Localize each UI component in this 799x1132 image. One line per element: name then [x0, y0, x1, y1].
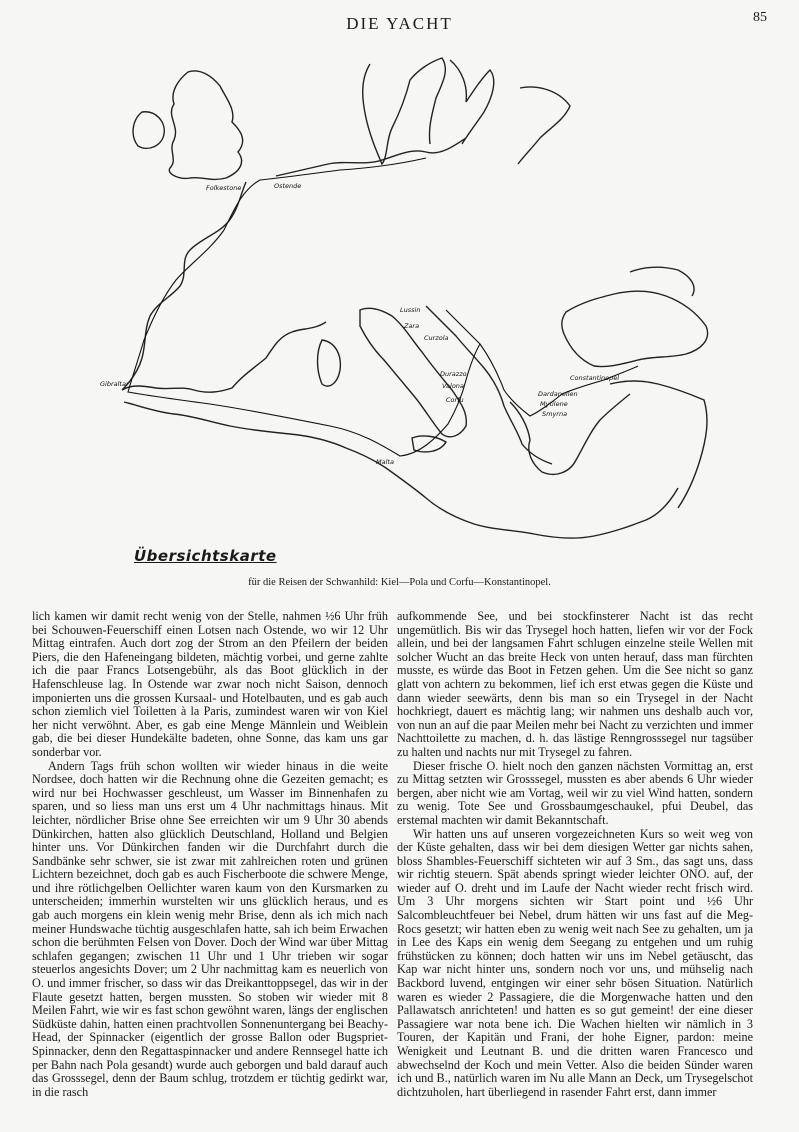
map-label-mytilene: Mytilene — [540, 400, 568, 408]
article-paragraph: Dieser frische O. hielt noch den ganzen nächsten Vormittag an, erst zu Mittag setzten wir Grosssegel, mussten es aber abends 6 Uhr wieder bergen, aber nicht wie am Vortag, weil wir zu viel Wind hatten, sondern zu wenig. Tote See und Grossbaumgeschaukel, pfui Deubel, das erstemal machten wir damit Bekanntschaft. — [397, 758, 753, 827]
map-label-folkestone: Folkestone — [206, 184, 242, 192]
article-paragraph: lich kamen wir damit recht wenig von der Stelle, nahmen ½6 Uhr früh bei Schouwen-Feuerschiff einen Lotsen nach Ostende, wo wir 12 Uhr Mittag eintrafen. Auch dort zog der Strom an den Pfeilern der beiden Piers, die den Hafeneingang bildeten, mächtig vorbei, und gerne zahlte ich die paar Francs Lotsengebühr, als das Boot glücklich in der Hafenschleuse lag. In Ostende war zwar noch nicht Saison, dennoch imponierten uns die grossen Kursaal- und Hotelbauten, und es gab auch schon ziemlich viel Toiletten à la Paris, zumindest waren wir von Kiel her nicht verwöhnt. Aber, es gab eine Menge Männlein und Weiblein gab, die bei dieser Hundekälte badeten, ohne Sonne, das kam uns gar sonderbar vor. — [32, 609, 388, 759]
map-britain — [169, 71, 242, 179]
map-label-ostende: Ostende — [274, 182, 302, 190]
map-label-smyrna: Smyrna — [542, 410, 568, 418]
article-right-column — [397, 610, 753, 1099]
map-sardinia — [318, 340, 341, 386]
map-sicily — [412, 436, 446, 452]
map-atlantic-coast — [122, 182, 246, 390]
map-label-lussin: Lussin — [400, 306, 421, 314]
map-north-africa — [124, 402, 678, 538]
map-baltic-coast — [276, 138, 466, 176]
map-label-malta: Malta — [376, 458, 394, 466]
map-caption: für die Reisen der Schwanhild: Kiel—Pola und Corfu—Konstantinopel. — [248, 577, 551, 588]
map-scandinavia — [363, 58, 494, 164]
running-header-title: DIE YACHT — [346, 14, 453, 33]
map-label-dardanellen: Dardanellen — [538, 390, 578, 398]
map-iberia — [122, 322, 326, 392]
map-black-sea — [562, 291, 708, 366]
map-label-valona: Valona — [442, 382, 464, 390]
map-russia-coast — [518, 87, 570, 164]
map-label-zara: Zara — [404, 322, 420, 330]
page-number: 85 — [753, 10, 767, 25]
article-paragraph: Andern Tags früh schon wollten wir wieder hinaus in die weite Nordsee, doch hatten wir die Rechnung ohne die Gezeiten gemacht; es wird nur bei Hochwasser geschleust, um Wasser im Binnenhafen zu sparen, und so liess man uns erst um 4 Uhr nachmittags hinaus. Mit leichter, nördlicher Brise ohne See erreichten wir um 9 Uhr 30 abends Dünkirchen, hatten also glücklich Deutschland, Holland und Belgien hinter uns. Vor Dünkirchen fanden wir die Durchfahrt durch die Sandbänke sehr schwer, sie ist zwar mit zahlreichen roten und grünen Lichtern bezeichnet, doch gab es auch Fischerboote die schwere Menge, und ihre rötlichgelben Oellichter waren kaum von den Kursmarken zu unterscheiden; immerhin wurstelten wir uns glücklich heraus, und es gab auch morgens ein klein wenig mehr Brise, denn als ich mich nach meiner Hundswache tüchtig ausgeschlafen hatte, sah ich beim Erwachen schon die berühmten Felsen von Dover. Doch der Wind war über Mittag schlafen gegangen; zwischen 11 Uhr und 1 Uhr trieben wir sogar steuerlos angesichts Dover; um 2 Uhr nachmittag kam es neuerlich von O. und immer frischer, so dass wir das Dreikanttoppsegel, das wir in der Flaute gesetzt hatten, bergen mussten. So stoben wir wieder mit 8 Meilen Fahrt, wie wir es fast schon gewöhnt waren, längs der englischen Südküste dahin, hatten einen prachtvollen Sonnenuntergang bei Beachy-Head, der Spinnacker (eigentlich der grosse Ballon oder Bugspriet-Spinnacker, denn den Regattaspinnacker und andere Rennsegel hatte ich per Bahn nach Pola gesandt) wurde auch geborgen und bald darauf auch das Grosssegel, denn der Baum schlug, trotzdem er tüchtig gedirkt war, in die rasch — [32, 758, 388, 1099]
map-label-constantinopel: Constantinopel — [570, 374, 620, 382]
map-ireland — [133, 112, 164, 149]
map-title: Übersichtskarte — [134, 547, 277, 565]
map-label-gibraltar: Gibraltar — [100, 380, 129, 388]
map-greece — [510, 394, 630, 474]
map-asia-minor — [610, 381, 707, 508]
map-label-curzola: Curzola — [424, 334, 449, 342]
article-paragraph: aufkommende See, und bei stockfinsterer Nacht ist das recht ungemütlich. Bis wir das Trysegel hoch hatten, liefen wir vor der Fock allein, und bei der langsamen Fahrt schlugen einzelne steile Wellen mit solcher Wucht an das breite Heck von unten herauf, dass man fürchten musste, es würde das Boot in Fetzen gehen. Um die See nicht so ganz glatt von achtern zu bekommen, lief ich erst etwas gegen die Küste und dann wieder seewärts, denn bis man so ein Trysegel in der Nacht hochkriegt, dauert es mächtig lang; wir nahmen uns deshalb auch vor, von nun an auf die paar Meilen mehr bei Nacht zu verzichten und immer Nachttoilette zu machen, d. h. das lästige Renngrosssegel nur tagsüber zu halten und nachts nur mit Trysegel zu fahren. — [397, 609, 753, 759]
article-left-column — [32, 610, 388, 1099]
overview-map — [70, 40, 760, 580]
article-paragraph: Wir hatten uns auf unseren vorgezeichneten Kurs so weit weg von der Küste gehalten, dass wir bei dem diesigen Wetter gar nichts sahen, bloss Shambles-Feuerschiff sichteten wir auf 3 Sm., das sagt uns, dass wir richtig steuern. Spät abends springt wieder leichter ONO. auf, der wieder auf O. dreht und im Laufe der Nacht wieder recht frisch wird. Um 3 Uhr morgens sichten wir Start point und ½6 Uhr Salcombleuchtfeuer bei Nebel, drum hätten wir uns fast auf die Meg-Rocs gesetzt; wir hatten eben zu wenig weit nach See zu gehalten, um ja in Lee des Kaps ein wenig dem Seegang zu entgehen und um ruhig frühstücken zu können; doch hatten wir uns im Nebel getäuscht, das Kap war nicht hinter uns, sondern noch vor uns, und mühselig nach Backbord luvend, entgingen wir einer sehr bösen Situation. Natürlich waren es wieder 2 Passagiere, die die Morgenwache hatten und den Pallawatsch anrichteten! und hatten es so gut gemeint! der eine dieser Passagiere war nota bene ich. Die Wachen hielten wir nämlich in 3 Touren, der Kapitän und Frani, der hohe Eigner, pardon: meine Wenigkeit und Leutnant B. und die dritten waren Francesco und abwechselnd der Koch und mein Vetter. Also die beiden Sünder waren ich und B., natürlich waren im Nu alle Mann an Deck, um Trysegelschot dichtzuholen, hart überliegend in rasender Fahrt erst, dann immer — [397, 826, 753, 1099]
map-label-corfu: Corfu — [446, 396, 464, 404]
map-label-durazzo: Durazzo — [440, 370, 467, 378]
